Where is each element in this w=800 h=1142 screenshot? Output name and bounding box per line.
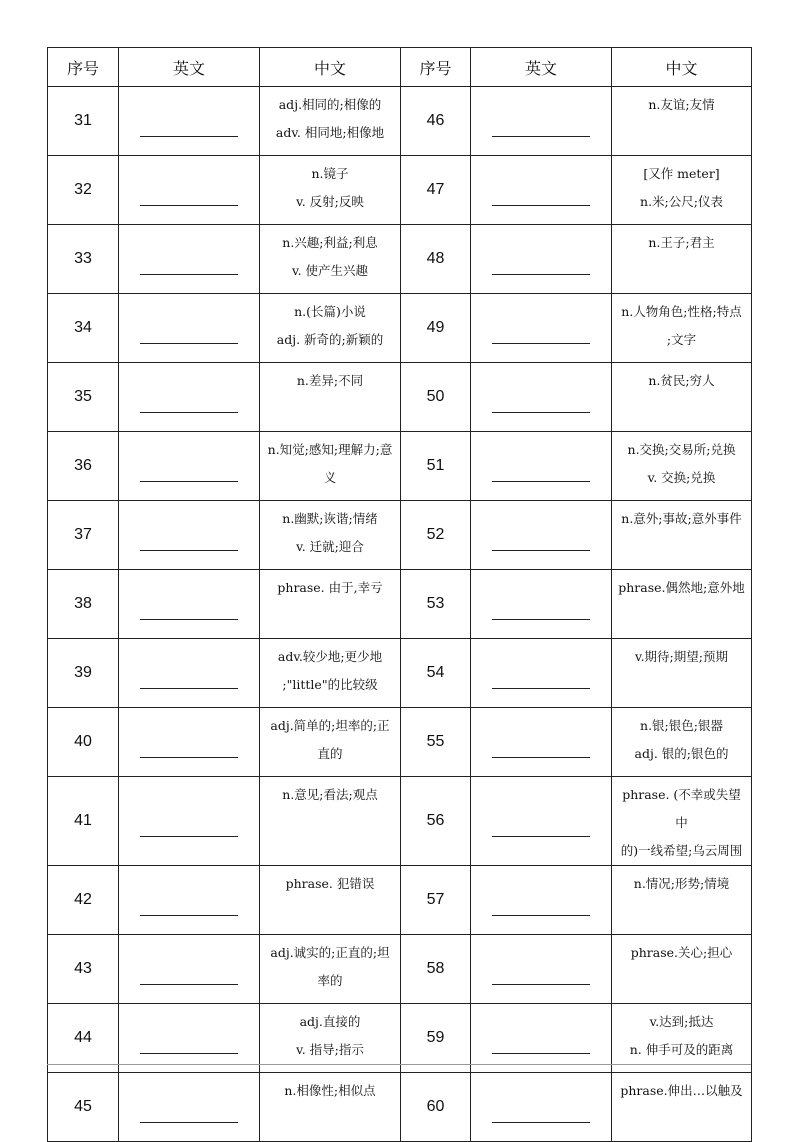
item-number-right: 56 xyxy=(401,777,471,866)
table-row xyxy=(48,225,752,294)
chinese-meaning-right xyxy=(612,935,752,1004)
answer-blank-line[interactable] xyxy=(140,836,238,837)
meaning-line: adv.较少地;更少地 xyxy=(277,649,383,664)
meaning-line: phrase. (不幸或失望中 xyxy=(622,787,741,830)
english-answer-cell-left[interactable] xyxy=(119,639,260,708)
meaning-line: phrase.伸出…以触及 xyxy=(620,1083,743,1098)
meaning-line: v.期待;期望;预期 xyxy=(635,649,728,664)
item-number-left: 32 xyxy=(48,156,119,225)
table-row xyxy=(48,501,752,570)
item-number-left: 31 xyxy=(48,87,119,156)
answer-blank-line[interactable] xyxy=(492,550,590,551)
answer-blank-line[interactable] xyxy=(492,984,590,985)
meaning-line: n.意见;看法;观点 xyxy=(282,787,378,802)
answer-blank-line[interactable] xyxy=(140,481,238,482)
item-number-right: 60 xyxy=(401,1073,471,1142)
chinese-meaning-left xyxy=(260,708,401,777)
item-number-right: 54 xyxy=(401,639,471,708)
meaning-line: n.相像性;相似点 xyxy=(284,1083,376,1098)
answer-blank-line[interactable] xyxy=(492,688,590,689)
chinese-meaning-right xyxy=(612,1073,752,1142)
english-answer-cell-left[interactable] xyxy=(119,363,260,432)
chinese-meaning-left xyxy=(260,1004,401,1073)
header-chinese-left: 中文 xyxy=(260,48,401,87)
vocabulary-worksheet xyxy=(47,47,751,1142)
item-number-right: 55 xyxy=(401,708,471,777)
english-answer-cell-left[interactable] xyxy=(119,87,260,156)
english-answer-cell-left[interactable] xyxy=(119,501,260,570)
meaning-line: ;"little"的比较级 xyxy=(282,677,378,692)
chinese-meaning-right xyxy=(612,639,752,708)
table-row xyxy=(48,1004,752,1073)
page-bottom-rule xyxy=(47,1064,751,1065)
chinese-meaning-right xyxy=(612,570,752,639)
meaning-line: ;文字 xyxy=(666,332,697,347)
answer-blank-line[interactable] xyxy=(140,205,238,206)
meaning-line: 直的 xyxy=(317,746,343,761)
meaning-line: n.(长篇)小说 xyxy=(294,304,366,319)
meaning-line: v. 迁就;迎合 xyxy=(296,539,364,554)
english-answer-cell-right[interactable] xyxy=(471,639,612,708)
table-row xyxy=(48,570,752,639)
english-answer-cell-right[interactable] xyxy=(471,1004,612,1073)
item-number-left: 42 xyxy=(48,866,119,935)
header-english-left: 英文 xyxy=(119,48,260,87)
meaning-line: phrase. 犯错误 xyxy=(285,876,375,891)
meaning-line: n.交换;交易所;兑换 xyxy=(627,442,736,457)
english-answer-cell-right[interactable] xyxy=(471,363,612,432)
item-number-left: 45 xyxy=(48,1073,119,1142)
answer-blank-line[interactable] xyxy=(492,136,590,137)
meaning-line: n.米;公尺;仪表 xyxy=(640,194,723,209)
meaning-line: n.意外;事故;意外事件 xyxy=(621,511,742,526)
english-answer-cell-left[interactable] xyxy=(119,935,260,1004)
table-row xyxy=(48,87,752,156)
english-answer-cell-left[interactable] xyxy=(119,432,260,501)
item-number-left: 43 xyxy=(48,935,119,1004)
item-number-right: 47 xyxy=(401,156,471,225)
answer-blank-line[interactable] xyxy=(492,915,590,916)
meaning-line: n.王子;君主 xyxy=(648,235,715,250)
chinese-meaning-right xyxy=(612,363,752,432)
english-answer-cell-left[interactable] xyxy=(119,225,260,294)
meaning-line: adj.诚实的;正直的;坦 xyxy=(270,945,390,960)
answer-blank-line[interactable] xyxy=(492,1122,590,1123)
item-number-right: 48 xyxy=(401,225,471,294)
table-row xyxy=(48,866,752,935)
answer-blank-line[interactable] xyxy=(140,1053,238,1054)
english-answer-cell-right[interactable] xyxy=(471,87,612,156)
vocabulary-table xyxy=(47,47,752,1142)
answer-blank-line[interactable] xyxy=(140,412,238,413)
item-number-left: 38 xyxy=(48,570,119,639)
item-number-right: 59 xyxy=(401,1004,471,1073)
chinese-meaning-right xyxy=(612,432,752,501)
table-row xyxy=(48,935,752,1004)
meaning-line: n.情况;形势;情境 xyxy=(633,876,730,891)
item-number-left: 35 xyxy=(48,363,119,432)
meaning-line: adj. 银的;银色的 xyxy=(634,746,729,761)
chinese-meaning-left xyxy=(260,501,401,570)
chinese-meaning-right xyxy=(612,156,752,225)
chinese-meaning-left xyxy=(260,935,401,1004)
item-number-left: 36 xyxy=(48,432,119,501)
chinese-meaning-left xyxy=(260,432,401,501)
header-number-right: 序号 xyxy=(401,48,471,87)
english-answer-cell-right[interactable] xyxy=(471,432,612,501)
meaning-line: 的)一线希望;乌云周围 xyxy=(620,843,743,858)
chinese-meaning-right xyxy=(612,708,752,777)
answer-blank-line[interactable] xyxy=(140,136,238,137)
item-number-right: 57 xyxy=(401,866,471,935)
answer-blank-line[interactable] xyxy=(140,550,238,551)
chinese-meaning-right xyxy=(612,1004,752,1073)
chinese-meaning-right xyxy=(612,777,752,866)
meaning-line: n.幽默;诙谐;情绪 xyxy=(282,511,378,526)
answer-blank-line[interactable] xyxy=(492,343,590,344)
table-row xyxy=(48,1073,752,1142)
chinese-meaning-left xyxy=(260,866,401,935)
header-row xyxy=(48,48,752,87)
meaning-line: adj.简单的;坦率的;正 xyxy=(270,718,390,733)
meaning-line: v.达到;抵达 xyxy=(649,1014,714,1029)
item-number-left: 33 xyxy=(48,225,119,294)
meaning-line: adj.相同的;相像的 xyxy=(278,97,382,112)
answer-blank-line[interactable] xyxy=(140,915,238,916)
meaning-line: adj.直接的 xyxy=(299,1014,361,1029)
answer-blank-line[interactable] xyxy=(140,757,238,758)
item-number-right: 58 xyxy=(401,935,471,1004)
header-english-right: 英文 xyxy=(471,48,612,87)
table-row xyxy=(48,639,752,708)
english-answer-cell-right[interactable] xyxy=(471,708,612,777)
item-number-right: 53 xyxy=(401,570,471,639)
meaning-line: phrase. 由于,幸亏 xyxy=(277,580,383,595)
header-chinese-right: 中文 xyxy=(612,48,752,87)
meaning-line: adv. 相同地;相像地 xyxy=(275,125,385,140)
meaning-line: n.镜子 xyxy=(311,166,349,181)
answer-blank-line[interactable] xyxy=(140,274,238,275)
english-answer-cell-left[interactable] xyxy=(119,866,260,935)
answer-blank-line[interactable] xyxy=(140,1122,238,1123)
answer-blank-line[interactable] xyxy=(140,619,238,620)
meaning-line: phrase.关心;担心 xyxy=(630,945,733,960)
meaning-line: 率的 xyxy=(317,973,343,988)
english-answer-cell-left[interactable] xyxy=(119,294,260,363)
item-number-left: 39 xyxy=(48,639,119,708)
meaning-line: v. 交换;兑换 xyxy=(647,470,716,485)
chinese-meaning-left xyxy=(260,87,401,156)
answer-blank-line[interactable] xyxy=(492,481,590,482)
item-number-right: 49 xyxy=(401,294,471,363)
chinese-meaning-left xyxy=(260,639,401,708)
table-row xyxy=(48,708,752,777)
answer-blank-line[interactable] xyxy=(492,205,590,206)
meaning-line: 义 xyxy=(323,470,337,485)
meaning-line: phrase.偶然地;意外地 xyxy=(618,580,745,595)
english-answer-cell-right[interactable] xyxy=(471,866,612,935)
chinese-meaning-right xyxy=(612,501,752,570)
chinese-meaning-right xyxy=(612,87,752,156)
english-answer-cell-right[interactable] xyxy=(471,1073,612,1142)
chinese-meaning-right xyxy=(612,294,752,363)
answer-blank-line[interactable] xyxy=(492,757,590,758)
answer-blank-line[interactable] xyxy=(492,836,590,837)
item-number-right: 46 xyxy=(401,87,471,156)
answer-blank-line[interactable] xyxy=(492,274,590,275)
table-row xyxy=(48,156,752,225)
meaning-line: v. 使产生兴趣 xyxy=(291,263,369,278)
chinese-meaning-left xyxy=(260,225,401,294)
english-answer-cell-right[interactable] xyxy=(471,294,612,363)
english-answer-cell-left[interactable] xyxy=(119,570,260,639)
item-number-left: 44 xyxy=(48,1004,119,1073)
table-row xyxy=(48,777,752,866)
chinese-meaning-left xyxy=(260,156,401,225)
table-row xyxy=(48,294,752,363)
meaning-line: [又作 meter] xyxy=(643,166,720,181)
header-number-left: 序号 xyxy=(48,48,119,87)
english-answer-cell-left[interactable] xyxy=(119,1073,260,1142)
answer-blank-line[interactable] xyxy=(492,1053,590,1054)
english-answer-cell-left[interactable] xyxy=(119,1004,260,1073)
chinese-meaning-left xyxy=(260,570,401,639)
table-row xyxy=(48,363,752,432)
answer-blank-line[interactable] xyxy=(140,688,238,689)
item-number-left: 41 xyxy=(48,777,119,866)
item-number-left: 40 xyxy=(48,708,119,777)
answer-blank-line[interactable] xyxy=(140,984,238,985)
meaning-line: n.知觉;感知;理解力;意 xyxy=(267,442,393,457)
table-row xyxy=(48,432,752,501)
meaning-line: v. 指导;指示 xyxy=(296,1042,364,1057)
meaning-line: n.兴趣;利益;利息 xyxy=(282,235,378,250)
answer-blank-line[interactable] xyxy=(140,343,238,344)
item-number-left: 34 xyxy=(48,294,119,363)
english-answer-cell-right[interactable] xyxy=(471,225,612,294)
item-number-left: 37 xyxy=(48,501,119,570)
item-number-right: 52 xyxy=(401,501,471,570)
english-answer-cell-left[interactable] xyxy=(119,156,260,225)
answer-blank-line[interactable] xyxy=(492,619,590,620)
chinese-meaning-left xyxy=(260,777,401,866)
english-answer-cell-right[interactable] xyxy=(471,935,612,1004)
meaning-line: n.友谊;友情 xyxy=(648,97,715,112)
meaning-line: n.银;银色;银器 xyxy=(640,718,723,733)
chinese-meaning-left xyxy=(260,1073,401,1142)
answer-blank-line[interactable] xyxy=(492,412,590,413)
meaning-line: n.贫民;穷人 xyxy=(648,373,715,388)
item-number-right: 51 xyxy=(401,432,471,501)
chinese-meaning-left xyxy=(260,363,401,432)
meaning-line: n.差异;不同 xyxy=(296,373,364,388)
english-answer-cell-right[interactable] xyxy=(471,156,612,225)
meaning-line: n. 伸手可及的距离 xyxy=(629,1042,734,1057)
english-answer-cell-left[interactable] xyxy=(119,777,260,866)
english-answer-cell-left[interactable] xyxy=(119,708,260,777)
meaning-line: adj. 新奇的;新颖的 xyxy=(276,332,384,347)
english-answer-cell-right[interactable] xyxy=(471,570,612,639)
meaning-line: n.人物角色;性格;特点 xyxy=(621,304,742,319)
chinese-meaning-right xyxy=(612,225,752,294)
english-answer-cell-right[interactable] xyxy=(471,777,612,866)
meaning-line: v. 反射;反映 xyxy=(296,194,364,209)
chinese-meaning-right xyxy=(612,866,752,935)
english-answer-cell-right[interactable] xyxy=(471,501,612,570)
chinese-meaning-left xyxy=(260,294,401,363)
item-number-right: 50 xyxy=(401,363,471,432)
